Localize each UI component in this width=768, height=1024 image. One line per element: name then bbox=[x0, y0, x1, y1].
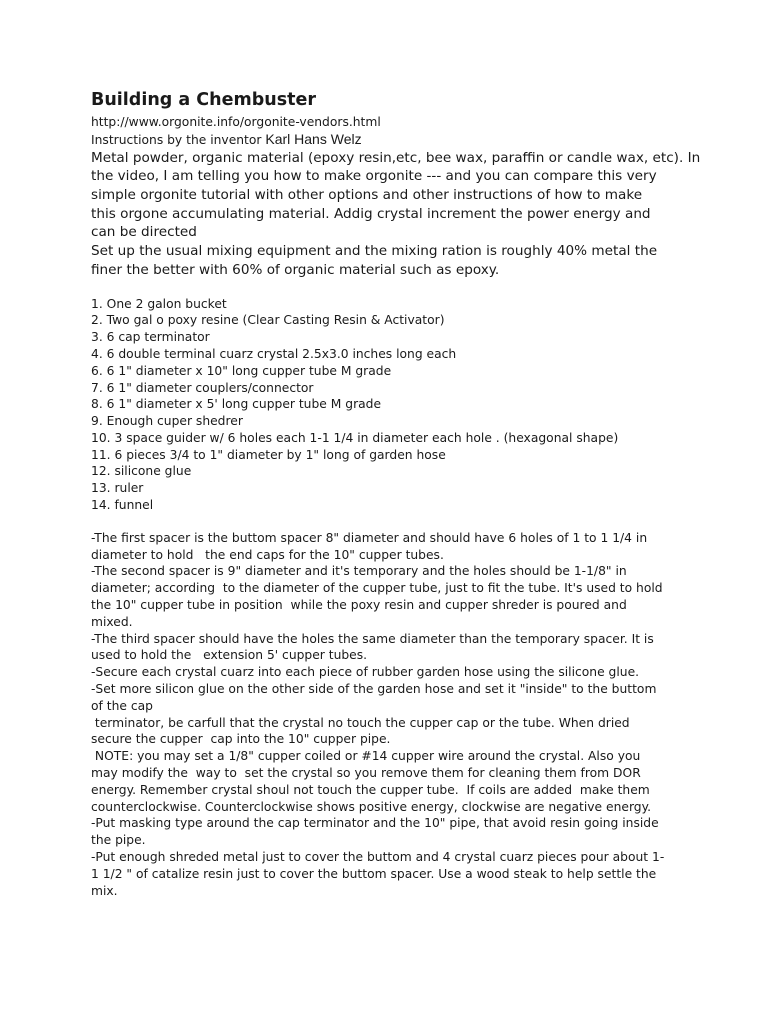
document-page bbox=[91, 88, 701, 899]
list-item: 12. silicone glue bbox=[91, 464, 192, 479]
author-name: Karl Hans Welz bbox=[265, 130, 362, 147]
document-title: Building a Chembuster bbox=[91, 90, 316, 110]
instruction-line: counterclockwise. Counterclockwise shows positive energy, clockwise are negative energy. bbox=[91, 799, 652, 814]
instruction-line: energy. Remember crystal shoul not touch the cupper tube. If coils are added make them bbox=[91, 782, 650, 797]
list-item: 8. 6 1" diameter x 5' long cupper tube M grade bbox=[91, 397, 382, 412]
instruction-line: the 10" cupper tube in position while the poxy resin and cupper shreder is poured and bbox=[91, 598, 627, 613]
list-item: 6. 6 1" diameter x 10" long cupper tube M grade bbox=[91, 363, 392, 378]
list-item: 2. Two gal o poxy resine (Clear Casting Resin & Activator) bbox=[91, 313, 445, 328]
spacer bbox=[91, 280, 691, 296]
instruction-line: NOTE: you may set a 1/8" cupper coiled or #14 cupper wire around the crystal. Also you bbox=[91, 749, 641, 764]
list-item: 13. ruler bbox=[91, 481, 144, 496]
instruction-line: mix. bbox=[91, 883, 118, 898]
list-item: 3. 6 cap terminator bbox=[91, 330, 210, 345]
intro-line: the video, I am telling you how to make orgonite --- and you can compare this very bbox=[91, 168, 657, 185]
author-prefix: Instructions by the inventor bbox=[91, 132, 266, 147]
list-item: 4. 6 double terminal cuarz crystal 2.5x3.0 inches long each bbox=[91, 346, 457, 361]
instruction-line: -Put enough shreded metal just to cover the buttom and 4 crystal cuarz pieces pour about 1- bbox=[91, 850, 665, 865]
instruction-line: the pipe. bbox=[91, 833, 146, 848]
author-line bbox=[91, 131, 691, 149]
list-item: 9. Enough cuper shedrer bbox=[91, 414, 243, 429]
instructions-section bbox=[91, 530, 691, 900]
instruction-line: terminator, be carfull that the crystal no touch the cupper cap or the tube. When dried bbox=[91, 715, 630, 730]
instruction-line: mixed. bbox=[91, 614, 133, 629]
list-item: 11. 6 pieces 3/4 to 1" diameter by 1" long of garden hose bbox=[91, 447, 446, 462]
list-item: 10. 3 space guider w/ 6 holes each 1-1 1/4 in diameter each hole . (hexagonal shape) bbox=[91, 430, 619, 445]
instruction-line: of the cap bbox=[91, 698, 153, 713]
instruction-line: -Secure each crystal cuarz into each piece of rubber garden hose using the silicone glue. bbox=[91, 665, 640, 680]
intro-paragraph bbox=[91, 149, 701, 280]
list-item: 7. 6 1" diameter couplers/connector bbox=[91, 380, 314, 395]
instruction-line: diameter; according to the diameter of the cupper tube, just to fit the tube. It's used to hold bbox=[91, 581, 663, 596]
instruction-line: -The first spacer is the buttom spacer 8" diameter and should have 6 holes of 1 to 1 1/4 in bbox=[91, 530, 648, 545]
intro-line: can be directed bbox=[91, 224, 197, 241]
spacer bbox=[91, 514, 691, 530]
materials-list bbox=[91, 296, 691, 514]
intro-line: finer the better with 60% of organic material such as epoxy. bbox=[91, 261, 500, 278]
intro-line: Metal powder, organic material (epoxy resin,etc, bee wax, paraffin or candle wax, etc). In bbox=[91, 149, 701, 166]
instruction-line: 1 1/2 " of catalize resin just to cover the buttom spacer. Use a wood steak to help settle the bbox=[91, 866, 657, 881]
instruction-line: diameter to hold the end caps for the 10" cupper tubes. bbox=[91, 547, 444, 562]
list-item: 1. One 2 galon bucket bbox=[91, 296, 227, 311]
instruction-line: secure the cupper cap into the 10" cupper pipe. bbox=[91, 732, 391, 747]
intro-line: simple orgonite tutorial with other options and other instructions of how to make bbox=[91, 187, 643, 203]
instruction-line: -Set more silicon glue on the other side of the garden hose and set it "inside" to the buttom bbox=[91, 682, 657, 697]
instruction-line: -The second spacer is 9" diameter and it's temporary and the holes should be 1-1/8" in bbox=[91, 564, 627, 579]
list-item: 14. funnel bbox=[91, 498, 154, 513]
source-url: http://www.orgonite.info/orgonite-vendors.html bbox=[91, 115, 381, 129]
instruction-line: may modify the way to set the crystal so you remove them for cleaning them from DOR bbox=[91, 766, 641, 781]
instruction-line: -Put masking type around the cap terminator and the 10" pipe, that avoid resin going inside bbox=[91, 816, 659, 831]
instruction-line: -The third spacer should have the holes the same diameter than the temporary spacer. It is bbox=[91, 631, 654, 646]
instruction-line: used to hold the extension 5' cupper tubes. bbox=[91, 648, 368, 663]
intro-line: Set up the usual mixing equipment and the mixing ration is roughly 40% metal the bbox=[91, 243, 658, 260]
intro-line: this orgone accumulating material. Addig crystal increment the power energy and bbox=[91, 205, 651, 222]
